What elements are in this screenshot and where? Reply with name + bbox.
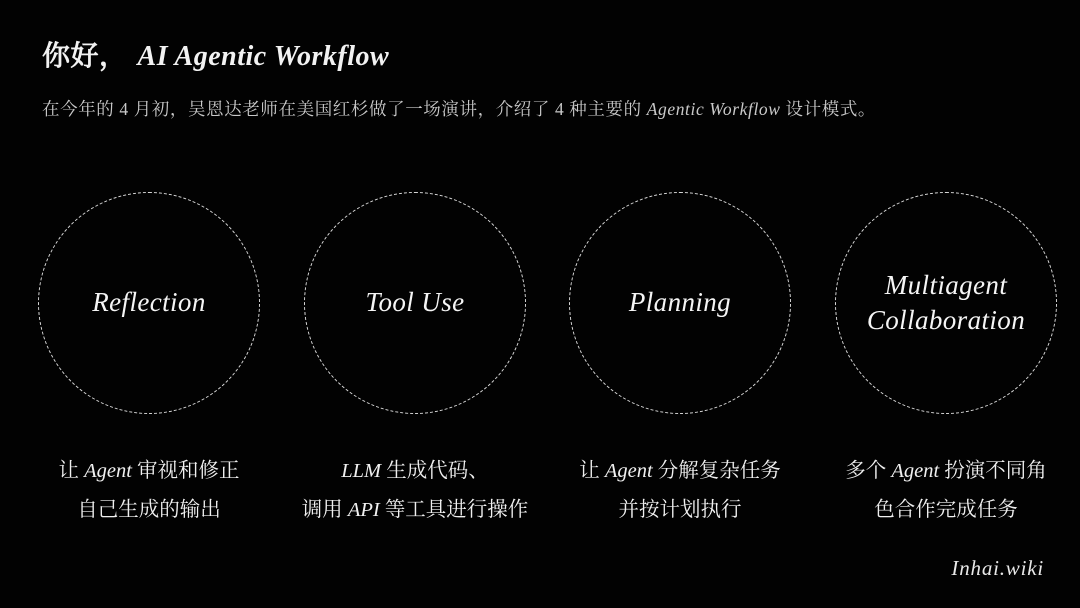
caption-line-2: 色合作完成任务 [874, 499, 1018, 521]
tool-use-label: Tool Use [365, 287, 465, 318]
title-topic: AI Agentic Workflow [137, 41, 390, 72]
watermark: Inhai.wiki [951, 556, 1044, 580]
pattern-column-multiagent-collaboration [811, 0, 1080, 608]
caption-line-1: 让 Agent 审视和修正 [58, 460, 240, 482]
caption-line-2: 自己生成的输出 [77, 499, 221, 521]
tool-use-circle [304, 192, 526, 414]
planning-circle [569, 192, 791, 414]
caption-line-2: 调用 API 等工具进行操作 [301, 499, 529, 521]
planning-label: Planning [628, 287, 732, 318]
caption-line-2: 并按计划执行 [618, 499, 742, 521]
caption-line-1: 多个 Agent 扮演不同角 [845, 460, 1047, 482]
pattern-column-tool-use [280, 0, 550, 608]
tool-use-caption [280, 452, 550, 530]
subtitle-italic-term: Agentic Workflow [646, 99, 781, 119]
reflection-label: Reflection [92, 287, 206, 318]
subtitle-prefix: 在今年的 4 月初，吴恩达老师在美国红杉做了一场演讲，介绍了 4 种主要的 [42, 99, 647, 119]
reflection-caption [14, 452, 284, 530]
title-greeting: 你好， [42, 41, 128, 72]
reflection-circle [38, 192, 260, 414]
pattern-column-planning [545, 0, 815, 608]
pattern-column-reflection [14, 0, 284, 608]
multiagent-collaboration-caption [811, 452, 1080, 530]
subtitle-suffix: 设计模式。 [780, 99, 877, 119]
multiagent-collaboration-label: Multiagent Collaboration [866, 269, 1026, 335]
planning-caption [545, 452, 815, 530]
caption-line-1: LLM 生成代码、 [341, 460, 489, 482]
caption-line-1: 让 Agent 分解复杂任务 [579, 460, 781, 482]
multiagent-collaboration-circle [835, 192, 1057, 414]
